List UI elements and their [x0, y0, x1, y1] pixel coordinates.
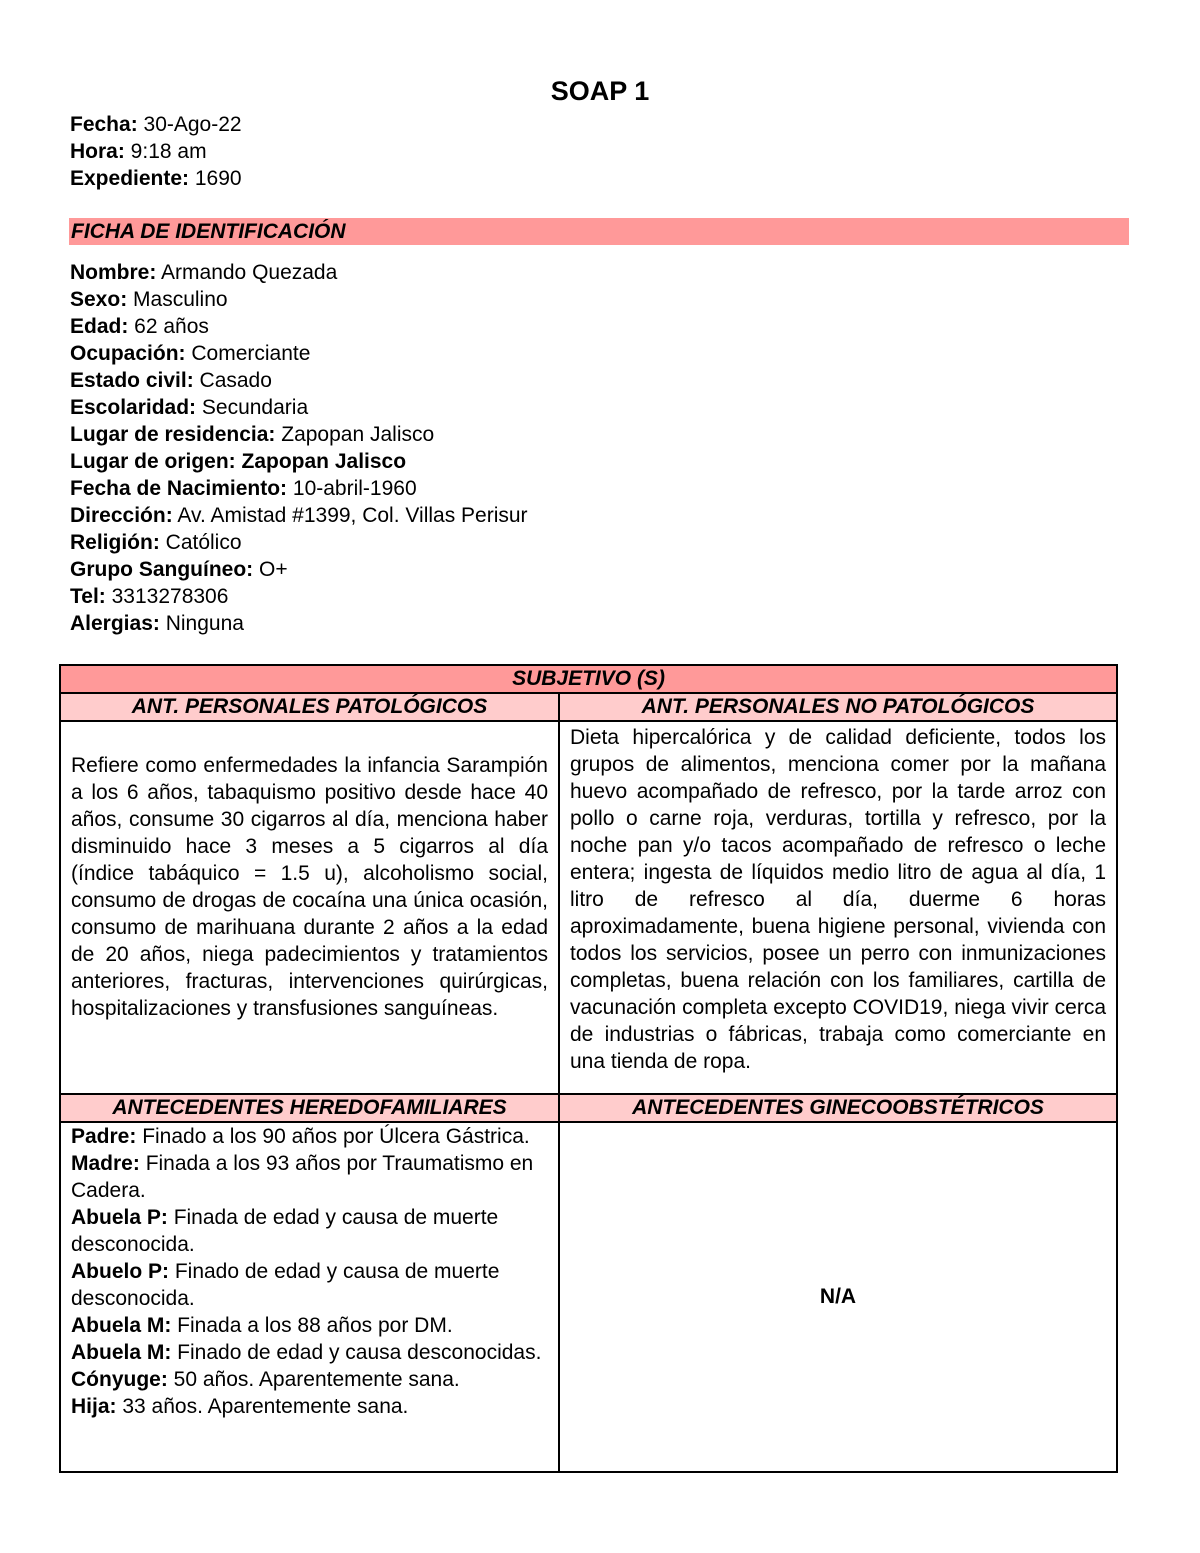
- heredo-item-label: Cónyuge:: [71, 1368, 168, 1391]
- ficha-item-value: Secundaria: [196, 396, 309, 419]
- subjetivo-heading: SUBJETIVO (S): [60, 665, 1117, 693]
- ficha-item: [70, 448, 528, 475]
- ficha-item-label: Fecha de Nacimiento:: [70, 477, 288, 500]
- heredo-item-label: Abuela P:: [71, 1206, 168, 1229]
- ficha-item-value: O+: [253, 558, 288, 581]
- ficha-item-value: Av. Amistad #1399, Col. Villas Perisur: [172, 504, 528, 527]
- ficha-item: [70, 502, 528, 529]
- ficha-item: [70, 340, 528, 367]
- ficha-item-label: Nombre:: [70, 261, 157, 284]
- ficha-item: [70, 421, 528, 448]
- patologicos-text: Refiere como enfermedades la infancia Sarampión a los 6 años, tabaquismo positivo desde hace 40 años, consume 30 cigarros al día, menciona haber disminuido hace 3 meses a 5 cigarros al día (índice tabáquico = 1.5 u), alcoholismo social, consumo de drogas de cocaína una única ocasión, consumo de marihuana durante 2 años a la edad de 20 años, niega padecimientos y tratamientos anteriores, fracturas, intervenciones quirúrgicas, hospitalizaciones y transfusiones sanguíneas.: [71, 754, 548, 1020]
- ficha-item-value: Ninguna: [159, 612, 244, 635]
- record-meta: [70, 111, 242, 192]
- ficha-item-label: Sexo:: [70, 288, 128, 311]
- meta-expediente: [70, 165, 242, 192]
- ficha-item-value: Casado: [193, 369, 272, 392]
- heredo-item-label: Padre:: [71, 1125, 137, 1148]
- ficha-item-label: Edad:: [70, 315, 129, 338]
- heredo-item-value: Finado de edad y causa desconocidas.: [171, 1341, 542, 1364]
- ginecoobstetricos-heading: ANTECEDENTES GINECOOBSTÉTRICOS: [559, 1094, 1117, 1122]
- ficha-item: [70, 475, 528, 502]
- heredo-item-value: 50 años. Aparentemente sana.: [167, 1368, 460, 1391]
- ficha-item: [70, 610, 528, 637]
- heredofamiliares-heading: ANTECEDENTES HEREDOFAMILIARES: [60, 1094, 559, 1122]
- meta-hora: [70, 138, 242, 165]
- ficha-item-value: Armando Quezada: [156, 261, 338, 284]
- ficha-item-label: Tel:: [70, 585, 106, 608]
- heredo-item-value: Finado a los 90 años por Úlcera Gástrica.: [136, 1125, 530, 1148]
- heredo-item: [71, 1204, 548, 1258]
- ficha-item-label: Escolaridad:: [70, 396, 197, 419]
- no-patologicos-cell: [559, 721, 1117, 1094]
- heredo-item: [71, 1339, 548, 1366]
- meta-hora-label: Hora:: [70, 140, 125, 163]
- heredo-item-label: Abuelo P:: [71, 1260, 169, 1283]
- heredo-item: [71, 1150, 548, 1204]
- heredo-item-label: Abuela M:: [71, 1341, 172, 1364]
- no-patologicos-heading: ANT. PERSONALES NO PATOLÓGICOS: [559, 693, 1117, 721]
- ficha-item-label: Dirección:: [70, 504, 173, 527]
- meta-hora-value: 9:18 am: [124, 140, 207, 163]
- meta-fecha: [70, 111, 242, 138]
- subjetivo-table: [59, 664, 1118, 1473]
- heredofamiliares-list: [61, 1123, 558, 1420]
- ficha-item-label: Estado civil:: [70, 369, 194, 392]
- ficha-item-value: 62 años: [128, 315, 209, 338]
- heredo-item-value: Finado de edad y causa de muerte desconocida.: [71, 1260, 500, 1310]
- ficha-item-value: Comerciante: [185, 342, 311, 365]
- heredo-item-label: Hija:: [71, 1395, 117, 1418]
- heredo-item-label: Madre:: [71, 1152, 140, 1175]
- heredo-item: [71, 1366, 548, 1393]
- ficha-item-label: Lugar de origen: Zapopan Jalisco: [70, 450, 407, 473]
- ficha-item: [70, 313, 528, 340]
- ficha-item: [70, 394, 528, 421]
- heredofamiliares-cell: [60, 1122, 559, 1472]
- heredo-item-value: Finada de edad y causa de muerte desconocida.: [71, 1206, 499, 1256]
- heredo-item: [71, 1312, 548, 1339]
- document-title: SOAP 1: [550, 76, 650, 106]
- heredo-item-label: Abuela M:: [71, 1314, 172, 1337]
- ficha-item: [70, 583, 528, 610]
- ficha-item-label: Religión:: [70, 531, 160, 554]
- ficha-heading: FICHA DE IDENTIFICACIÓN: [69, 218, 1129, 245]
- ficha-identificacion-list: [70, 259, 528, 637]
- ficha-item-label: Alergias:: [70, 612, 160, 635]
- heredo-item: [71, 1393, 548, 1420]
- ficha-item: [70, 286, 528, 313]
- ficha-item-label: Ocupación:: [70, 342, 186, 365]
- heredo-item: [71, 1258, 548, 1312]
- ficha-item-label: Grupo Sanguíneo:: [70, 558, 254, 581]
- ficha-item-value: Masculino: [127, 288, 228, 311]
- ficha-item: [70, 529, 528, 556]
- ficha-item-value: 10-abril-1960: [287, 477, 417, 500]
- meta-fecha-label: Fecha:: [70, 113, 138, 136]
- heredo-item: [71, 1123, 548, 1150]
- ficha-item: [70, 556, 528, 583]
- meta-expediente-value: 1690: [189, 167, 242, 190]
- ficha-item: [70, 259, 528, 286]
- ficha-item: [70, 367, 528, 394]
- heredo-item-value: 33 años. Aparentemente sana.: [116, 1395, 409, 1418]
- no-patologicos-text: Dieta hipercalórica y de calidad deficiente, todos los grupos de alimentos, menciona comer por la mañana huevo acompañado de refresco, por la tarde arroz con pollo o carne roja, verduras, tortilla y refresco, por la noche pan y/o tacos acompañado de refresco o leche entera; ingesta de líquidos medio litro de agua al día, 1 litro de refresco al día, duerme 6 horas aproximadamente, buena higiene personal, vivienda con todos los servicios, posee un perro con inmunizaciones completas, buena relación con los familiares, cartilla de vacunación completa excepto COVID19, niega vivir cerca de industrias o fábricas, trabaja como comerciante en una tienda de ropa.: [570, 726, 1107, 1073]
- meta-fecha-value: 30-Ago-22: [137, 113, 242, 136]
- patologicos-cell: [60, 721, 559, 1094]
- meta-expediente-label: Expediente:: [70, 167, 190, 190]
- ficha-item-value: Católico: [159, 531, 242, 554]
- ficha-item-value: Zapopan Jalisco: [275, 423, 435, 446]
- heredo-item-value: Finada a los 93 años por Traumatismo en Cadera.: [71, 1152, 534, 1202]
- ficha-item-value: 3313278306: [105, 585, 229, 608]
- patologicos-heading: ANT. PERSONALES PATOLÓGICOS: [60, 693, 559, 721]
- ginecoobstetricos-value: N/A: [559, 1122, 1117, 1472]
- heredo-item-value: Finada a los 88 años por DM.: [171, 1314, 453, 1337]
- ficha-item-label: Lugar de residencia:: [70, 423, 276, 446]
